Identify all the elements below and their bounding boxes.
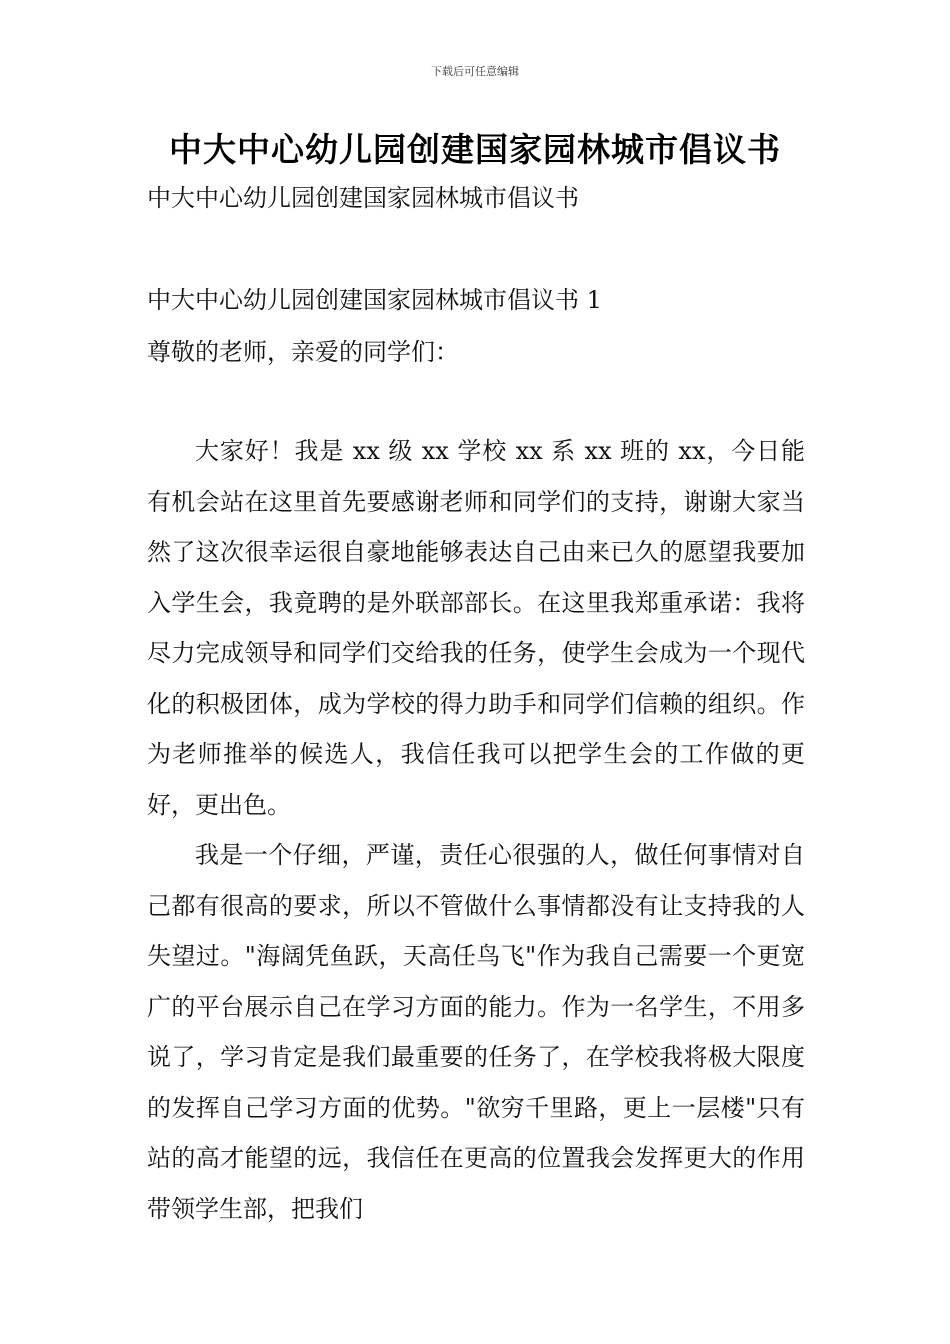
document-title: 中大中心幼儿园创建国家园林城市倡议书 xyxy=(169,130,781,169)
body-paragraph: 大家好！我是 xx 级 xx 学校 xx 系 xx 班的 xx，今日能有机会站在这里首先要感谢老师和同学们的支持，谢谢大家当然了这次很幸运很自豪地能够表达自己由来已久的愿望我要加入学生会，我竟聘的是外联部部长。在这里我郑重承诺：我将尽力完成领导和同学们交给我的任务，使学生会成为一个现代化的积极团体，成为学校的得力助手和同学们信赖的组织。作为老师推举的候选人，我信任我可以把学生会的工作做的更好，更出色。 xyxy=(147,437,805,819)
salutation: 尊敬的老师，亲爱的同学们： xyxy=(147,338,459,366)
body-paragraph: 我是一个仔细，严谨，责任心很强的人，做任何事情对自己都有很高的要求，所以不管做什么事情都没有让支持我的人失望过。"海阔凭鱼跃，天高任鸟飞"作为我自己需要一个更宽广的平台展示自己在学习方面的能力。作为一名学生，不用多说了，学习肯定是我们最重要的任务了，在学校我将极大限度的发挥自己学习方面的优势。"欲穷千里路，更上一层楼"只有站的高才能望的远，我信任在更高的位置我会发挥更大的作用带领学生部，把我们 xyxy=(147,841,805,1223)
section-heading: 中大中心幼儿园创建国家园林城市倡议书 1 xyxy=(147,286,602,314)
document-body xyxy=(147,426,805,1234)
header-note: 下载后可任意编辑 xyxy=(431,65,519,78)
document-subtitle: 中大中心幼儿园创建国家园林城市倡议书 xyxy=(147,184,579,212)
